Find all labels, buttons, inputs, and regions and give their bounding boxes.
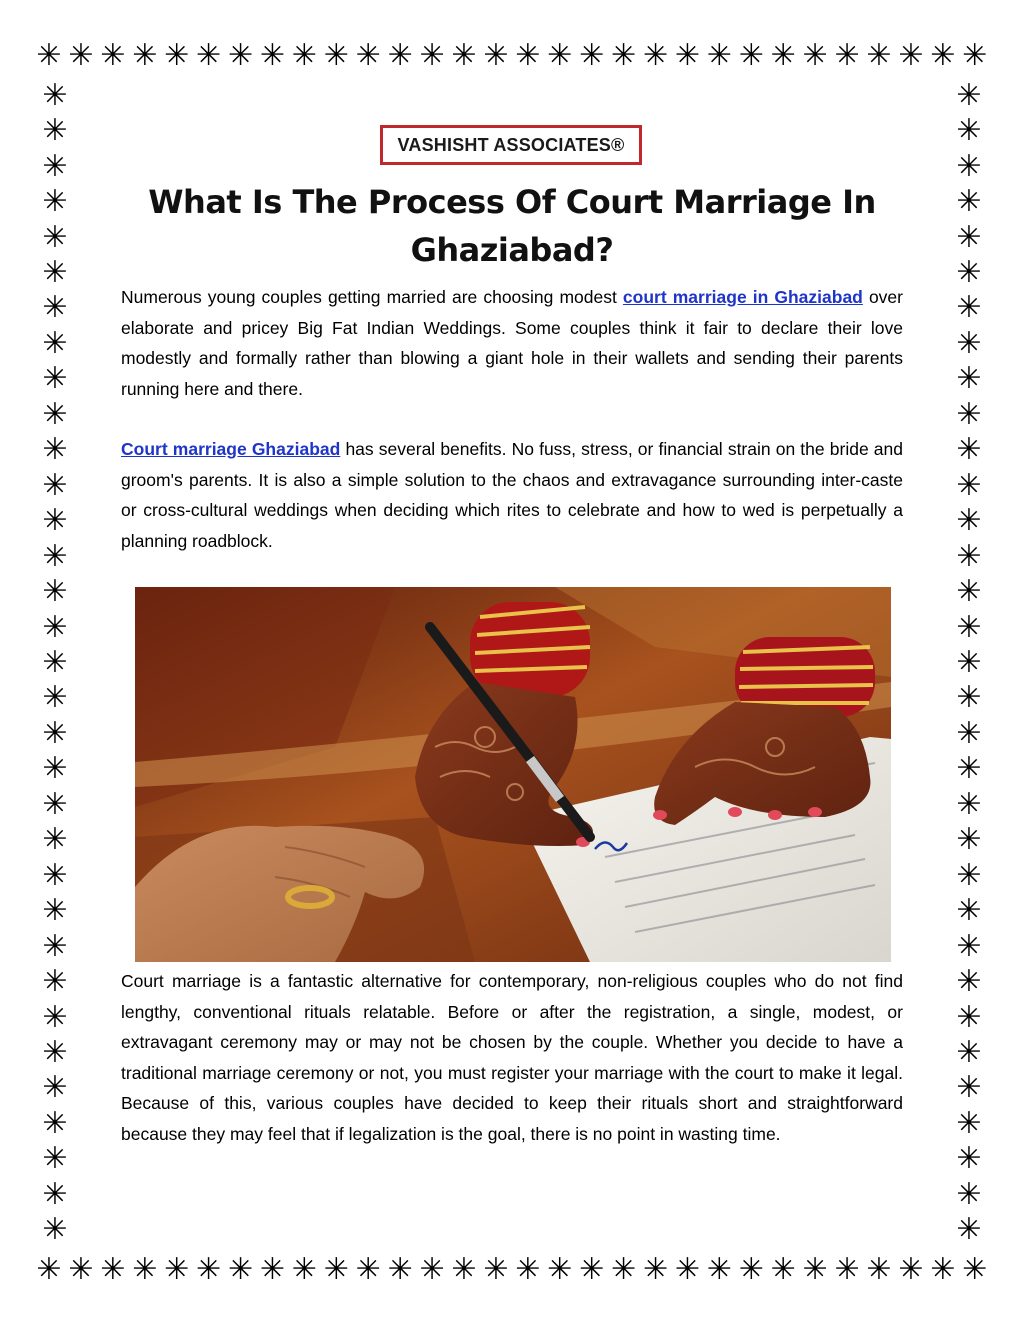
- border-star-icon: ✳: [956, 254, 982, 290]
- border-star-icon: ✳: [898, 1252, 924, 1287]
- border-star-icon: ✳: [42, 609, 68, 645]
- border-star-icon: ✳: [706, 38, 732, 73]
- border-star-icon: ✳: [956, 290, 982, 326]
- wedding-signing-photo: [135, 587, 891, 962]
- border-star-icon: ✳: [956, 893, 982, 929]
- border-star-icon: ✳: [956, 538, 982, 574]
- paragraph-benefits: [121, 434, 903, 556]
- border-star-icon: ✳: [738, 1252, 764, 1287]
- border-star-icon: ✳: [355, 38, 381, 73]
- border-star-icon: ✳: [834, 38, 860, 73]
- border-star-icon: ✳: [100, 1252, 126, 1287]
- border-star-icon: ✳: [956, 574, 982, 610]
- border-star-icon: ✳: [611, 1252, 637, 1287]
- border-star-icon: ✳: [323, 38, 349, 73]
- border-star-icon: ✳: [738, 38, 764, 73]
- border-star-icon: ✳: [68, 38, 94, 73]
- border-star-icon: ✳: [291, 38, 317, 73]
- border-star-icon: ✳: [42, 1070, 68, 1106]
- border-star-icon: ✳: [956, 786, 982, 822]
- border-star-icon: ✳: [962, 38, 988, 73]
- border-star-icon: ✳: [579, 1252, 605, 1287]
- border-star-icon: ✳: [956, 148, 982, 184]
- border-star-icon: ✳: [42, 1212, 68, 1248]
- border-star-icon: ✳: [956, 609, 982, 645]
- border-star-icon: ✳: [196, 38, 222, 73]
- border-star-icon: ✳: [642, 38, 669, 73]
- border-star-icon: ✳: [42, 644, 68, 680]
- border-star-icon: ✳: [706, 1252, 732, 1287]
- border-star-icon: ✳: [956, 822, 982, 858]
- border-star-icon: ✳: [547, 1252, 573, 1287]
- border-star-icon: ✳: [956, 184, 982, 220]
- border-star-icon: ✳: [483, 1252, 509, 1287]
- border-star-icon: ✳: [483, 38, 509, 73]
- border-star-icon: ✳: [930, 38, 956, 73]
- border-left: [39, 78, 71, 1248]
- border-star-icon: ✳: [42, 538, 68, 574]
- border-right: [953, 78, 985, 1248]
- border-star-icon: ✳: [42, 396, 68, 432]
- border-star-icon: ✳: [956, 751, 982, 787]
- border-star-icon: ✳: [42, 928, 68, 964]
- page-title: What Is The Process Of Court Marriage In Ghaziabad?: [148, 183, 876, 269]
- border-star-icon: ✳: [956, 432, 982, 468]
- border-star-icon: ✳: [956, 1105, 982, 1141]
- border-star-icon: ✳: [956, 1034, 982, 1070]
- border-star-icon: ✳: [42, 1176, 68, 1212]
- border-star-icon: ✳: [419, 1252, 445, 1287]
- border-star-icon: ✳: [898, 38, 924, 73]
- border-star-icon: ✳: [956, 715, 982, 751]
- border-star-icon: ✳: [962, 1252, 988, 1287]
- border-star-icon: ✳: [956, 467, 982, 503]
- paragraph-intro-rest: over elaborate and pricey Big Fat Indian Weddings. Some couples think it fair to declare their love modestly and formally rather than blowing a giant hole in their wallets and sending their parents running here and there.: [121, 287, 903, 399]
- border-star-icon: ✳: [132, 38, 158, 73]
- border-star-icon: ✳: [770, 1252, 796, 1287]
- border-star-icon: ✳: [956, 219, 982, 255]
- border-star-icon: ✳: [451, 1252, 477, 1287]
- border-star-icon: ✳: [42, 219, 68, 255]
- border-star-icon: ✳: [866, 1252, 892, 1287]
- border-star-icon: ✳: [419, 38, 445, 73]
- border-star-icon: ✳: [802, 1252, 828, 1287]
- border-star-icon: ✳: [956, 503, 982, 539]
- border-star-icon: ✳: [259, 38, 286, 73]
- border-star-icon: ✳: [770, 38, 796, 73]
- border-star-icon: ✳: [956, 361, 982, 397]
- border-star-icon: ✳: [387, 1252, 413, 1287]
- border-star-icon: ✳: [42, 432, 68, 468]
- border-star-icon: ✳: [42, 715, 68, 751]
- border-star-icon: ✳: [611, 38, 637, 73]
- border-star-icon: ✳: [323, 1252, 349, 1287]
- border-star-icon: ✳: [547, 38, 573, 73]
- border-star-icon: ✳: [36, 1252, 62, 1287]
- logo: [380, 125, 642, 165]
- border-star-icon: ✳: [956, 644, 982, 680]
- border-star-icon: ✳: [579, 38, 605, 73]
- border-star-icon: ✳: [164, 1252, 190, 1287]
- paragraph-alternative: Court marriage is a fantastic alternative for contemporary, non-religious couples who do not find lengthy, conventional rituals relatable. Before or after the registration, a single, modest, or extravagant ceremony may or may not be chosen by the couple. Whether you decide to have a traditional marriage ceremony or not, you must register your marriage with the court to make it legal. Because of this, various couples have decided to keep their rituals short and straightforward because they may feel that if legalization is the goal, there is no point in wasting time.: [121, 971, 903, 1144]
- paragraph-intro-lead: Numerous young couples getting married are choosing modest: [121, 287, 623, 307]
- border-star-icon: ✳: [834, 1252, 860, 1287]
- border-star-icon: ✳: [42, 467, 68, 503]
- court-marriage-link[interactable]: court marriage in Ghaziabad: [622, 287, 863, 307]
- border-star-icon: ✳: [164, 38, 190, 73]
- border-star-icon: ✳: [42, 254, 68, 290]
- border-star-icon: ✳: [100, 38, 126, 73]
- border-star-icon: ✳: [227, 1252, 254, 1287]
- border-star-icon: ✳: [387, 38, 413, 73]
- border-star-icon: ✳: [674, 38, 700, 73]
- border-star-icon: ✳: [515, 38, 541, 73]
- border-star-icon: ✳: [42, 77, 68, 113]
- border-star-icon: ✳: [42, 822, 68, 858]
- border-star-icon: ✳: [674, 1252, 700, 1287]
- border-star-icon: ✳: [291, 1252, 317, 1287]
- border-star-icon: ✳: [42, 893, 68, 929]
- border-star-icon: ✳: [956, 1070, 982, 1106]
- border-star-icon: ✳: [42, 857, 68, 893]
- border-star-icon: ✳: [227, 38, 254, 73]
- border-star-icon: ✳: [956, 325, 982, 361]
- border-star-icon: ✳: [956, 1141, 982, 1177]
- logo-text: VASHISHT ASSOCIATES®: [397, 134, 625, 155]
- border-star-icon: ✳: [956, 964, 982, 1000]
- border-star-icon: ✳: [132, 1252, 158, 1287]
- border-star-icon: ✳: [42, 1105, 68, 1141]
- border-star-icon: ✳: [956, 77, 982, 113]
- border-star-icon: ✳: [956, 1212, 982, 1248]
- border-star-icon: ✳: [36, 38, 62, 73]
- border-star-icon: ✳: [42, 290, 68, 326]
- border-star-icon: ✳: [42, 680, 68, 716]
- border-star-icon: ✳: [42, 786, 68, 822]
- border-star-icon: ✳: [42, 964, 68, 1000]
- border-star-icon: ✳: [956, 680, 982, 716]
- border-star-icon: ✳: [956, 1176, 982, 1212]
- border-star-icon: ✳: [42, 184, 68, 220]
- border-star-icon: ✳: [930, 1252, 956, 1287]
- border-star-icon: ✳: [956, 113, 982, 149]
- border-star-icon: ✳: [42, 751, 68, 787]
- border-star-icon: ✳: [42, 325, 68, 361]
- border-star-icon: ✳: [956, 928, 982, 964]
- border-star-icon: ✳: [42, 113, 68, 149]
- border-star-icon: ✳: [802, 38, 828, 73]
- border-star-icon: ✳: [866, 38, 892, 73]
- border-star-icon: ✳: [42, 148, 68, 184]
- border-star-icon: ✳: [355, 1252, 381, 1287]
- border-star-icon: ✳: [196, 1252, 222, 1287]
- border-star-icon: ✳: [956, 396, 982, 432]
- paragraph-benefits-rest: has several benefits. No fuss, stress, or financial strain on the bride and groom's parents. It is also a simple solution to the chaos and extravagance surrounding inter-caste or cross-cultural weddings when deciding which rites to celebrate and how to wed is perpetually a planning roadblock.: [121, 439, 903, 551]
- border-star-icon: ✳: [259, 1252, 286, 1287]
- border-star-icon: ✳: [42, 999, 68, 1035]
- border-star-icon: ✳: [42, 574, 68, 610]
- border-star-icon: ✳: [956, 857, 982, 893]
- border-star-icon: ✳: [451, 38, 477, 73]
- border-star-icon: ✳: [42, 503, 68, 539]
- border-star-icon: ✳: [42, 1034, 68, 1070]
- border-star-icon: ✳: [68, 1252, 94, 1287]
- border-star-icon: ✳: [515, 1252, 541, 1287]
- border-bottom: [34, 1254, 990, 1286]
- court-marriage-ghaziabad-link[interactable]: Court marriage Ghaziabad: [121, 439, 341, 459]
- border-star-icon: ✳: [956, 999, 982, 1035]
- border-top: [34, 40, 990, 72]
- border-star-icon: ✳: [42, 1141, 68, 1177]
- border-star-icon: ✳: [42, 361, 68, 397]
- border-star-icon: ✳: [642, 1252, 669, 1287]
- paragraph-intro: [121, 282, 903, 404]
